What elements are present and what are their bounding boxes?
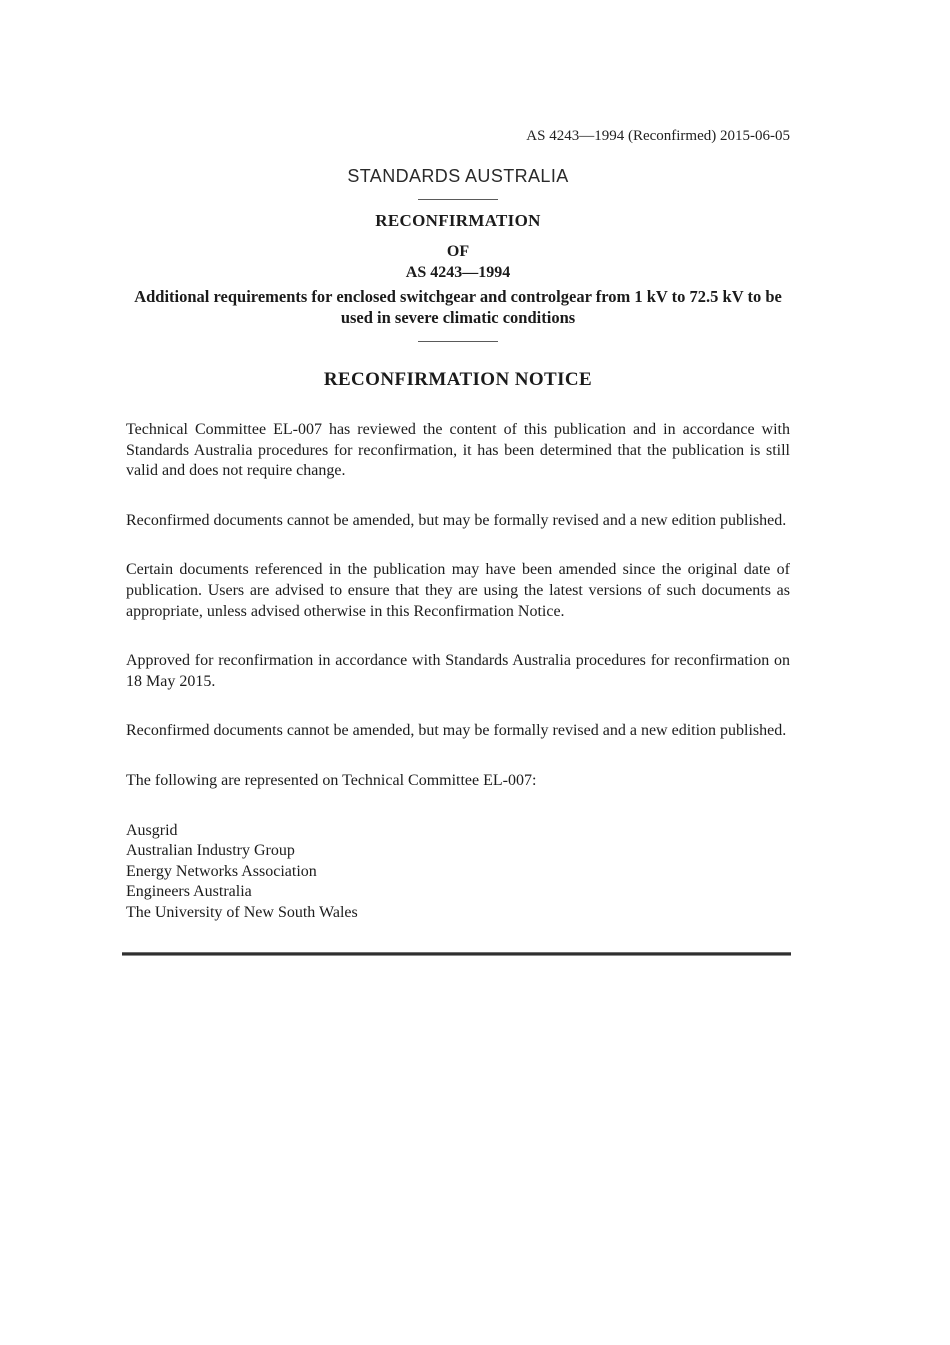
committee-member: The University of New South Wales	[126, 903, 358, 921]
document-content	[126, 0, 790, 956]
organization-name: STANDARDS AUSTRALIA	[347, 166, 569, 186]
notice-paragraph: Approved for reconfirmation in accordance with Standards Australia procedures for reconfirmation on 18 May 2015.	[126, 652, 790, 690]
title-block-heading: RECONFIRMATION	[375, 211, 541, 230]
committee-member-list	[126, 821, 790, 924]
committee-member: Engineers Australia	[126, 883, 252, 901]
divider-rule-top	[418, 199, 498, 200]
notice-paragraph: Technical Committee EL-007 has reviewed the content of this publication and in accordance with Standards Australia procedures for reconfirmation, it has been determined that the publication is still valid and does not require change.	[126, 421, 790, 480]
standard-title: Additional requirements for enclosed switchgear and controlgear from 1 kV to 72.5 kV to be used in severe climatic conditions	[134, 287, 782, 327]
footer-double-rule	[122, 952, 791, 956]
committee-member: Energy Networks Association	[126, 862, 317, 880]
divider-rule-title	[418, 341, 498, 342]
document-reference: AS 4243—1994 (Reconfirmed) 2015-06-05	[526, 128, 790, 144]
notice-paragraph: Reconfirmed documents cannot be amended, but may be formally revised and a new edition published.	[126, 722, 787, 740]
title-block-of: OF	[446, 243, 470, 260]
standard-number: AS 4243—1994	[405, 264, 511, 281]
notice-heading: RECONFIRMATION NOTICE	[323, 369, 593, 390]
committee-member: Ausgrid	[126, 821, 178, 839]
notice-paragraph: Certain documents referenced in the publication may have been amended since the original date of publication. Users are advised to ensure that they are using the latest versions of such documents as appropriate, unless advised otherwise in this Reconfirmation Notice.	[126, 561, 790, 620]
committee-intro: The following are represented on Technical Committee EL-007:	[126, 771, 537, 789]
notice-paragraph: Reconfirmed documents cannot be amended, but may be formally revised and a new edition published.	[126, 511, 787, 529]
committee-member: Australian Industry Group	[126, 842, 295, 860]
